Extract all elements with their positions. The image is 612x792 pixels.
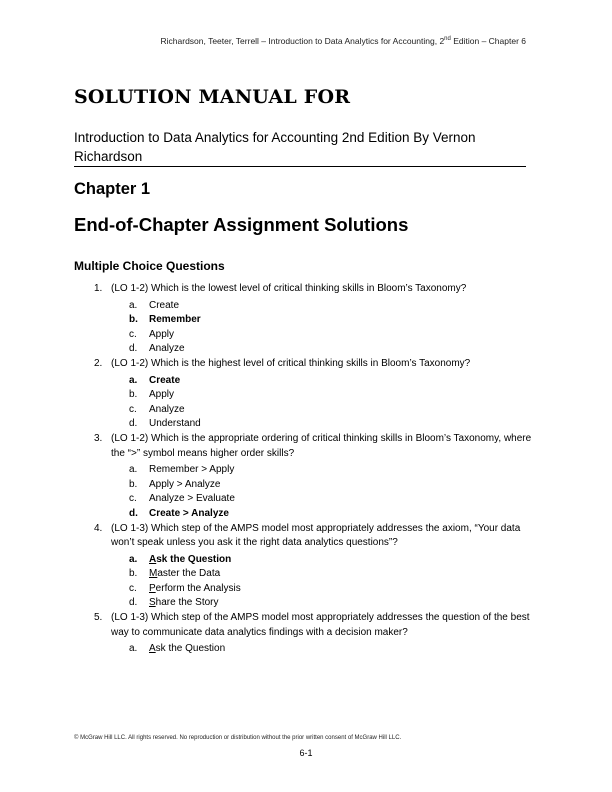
question-3 [74, 432, 534, 461]
question-5 [74, 611, 534, 640]
running-header-text: Richardson, Teeter, Terrell – Introduction to Data Analytics for Accounting, 2 [160, 36, 445, 46]
option-initial: S [149, 597, 156, 609]
running-header-superscript: nd [444, 36, 451, 43]
option-letter: c. [129, 582, 137, 594]
option-letter: a. [129, 553, 138, 565]
question-text: (LO 1-3) Which step of the AMPS model most appropriately addresses the axiom, “Your data won’t speak unless you ask it the right data analytics questions”? [111, 522, 521, 549]
option-text: Apply > Analyze [149, 478, 221, 490]
document-title: SOLUTION MANUAL FOR [74, 86, 351, 108]
question-text: (LO 1-2) Which is the lowest level of critical thinking skills in Bloom’s Taxonomy? [111, 283, 467, 294]
question-2-options [74, 374, 534, 432]
option-text: aster the Data [157, 568, 221, 580]
option-initial: A [149, 553, 157, 565]
option-a [129, 642, 534, 657]
option-text: sk the Question [155, 643, 226, 655]
option-letter: a. [129, 643, 138, 655]
option-letter: b. [129, 568, 138, 580]
option-b [129, 567, 534, 582]
option-text: erform the Analysis [155, 582, 241, 594]
option-letter: b. [129, 314, 138, 326]
question-text: (LO 1-2) Which is the highest level of critical thinking skills in Bloom’s Taxonomy? [111, 357, 471, 369]
option-d [129, 342, 534, 357]
option-text: Analyze > Evaluate [149, 493, 235, 505]
option-letter: c. [129, 328, 137, 340]
option-text: Remember [149, 314, 201, 326]
option-text: Understand [149, 418, 201, 430]
option-c [129, 492, 534, 507]
question-4 [74, 522, 534, 551]
option-letter: a. [129, 464, 138, 476]
option-letter: b. [129, 389, 138, 401]
option-a [129, 463, 534, 478]
question-text: (LO 1-3) Which step of the AMPS model most appropriately addresses the question of the best way to communicate data analytics findings with a decision maker? [111, 612, 530, 638]
question-1 [74, 282, 534, 297]
running-header-tail: Edition – Chapter 6 [450, 36, 526, 46]
book-subtitle: Introduction to Data Analytics for Accounting 2nd Edition By Vernon Richardson [74, 130, 476, 164]
option-d [129, 417, 534, 432]
question-3-options [74, 463, 534, 521]
option-b-correct-answer [129, 313, 534, 328]
option-letter: b. [129, 478, 138, 490]
multiple-choice-subheading: Multiple Choice Questions [74, 259, 225, 273]
option-text: Analyze [149, 403, 185, 415]
option-letter: d. [129, 507, 138, 519]
running-header [161, 36, 526, 46]
option-text: Create [149, 299, 180, 311]
section-title: End-of-Chapter Assignment Solutions [74, 214, 409, 235]
question-1-options [74, 299, 534, 357]
option-text: Analyze [149, 343, 185, 355]
question-2 [74, 357, 534, 372]
copyright-notice: © McGraw Hill LLC. All rights reserved. No reproduction or distribution without the prior written consent of McGraw Hill LLC. [74, 735, 402, 741]
option-initial: M [149, 568, 158, 580]
question-number: 2. [94, 357, 103, 369]
option-initial: A [149, 643, 156, 655]
option-initial: P [149, 582, 156, 594]
title-divider [74, 166, 526, 167]
option-letter: d. [129, 343, 138, 355]
question-text: (LO 1-2) Which is the appropriate ordering of critical thinking skills in Bloom’s Taxonomy, where the “>” symbol means higher order skills? [111, 432, 532, 459]
option-letter: a. [129, 374, 138, 386]
option-d [129, 596, 534, 611]
option-text: sk the Question [156, 553, 232, 565]
option-text: Apply [149, 389, 175, 401]
chapter-heading: Chapter 1 [74, 180, 151, 198]
option-letter: c. [129, 493, 137, 505]
option-text: Create > Analyze [149, 507, 229, 519]
option-letter: a. [129, 299, 138, 311]
option-text: Remember > Apply [149, 464, 235, 476]
option-text: Create [149, 374, 181, 386]
option-a [129, 299, 534, 314]
option-letter: c. [129, 403, 137, 415]
option-letter: d. [129, 418, 138, 430]
question-number: 3. [94, 432, 103, 444]
option-c [129, 582, 534, 597]
question-number: 1. [94, 283, 103, 294]
option-d-correct-answer [129, 507, 534, 522]
page-number: 6-1 [299, 748, 313, 758]
option-b [129, 478, 534, 493]
option-text: hare the Story [155, 597, 219, 609]
option-c [129, 328, 534, 343]
question-4-options [74, 553, 534, 611]
option-letter: d. [129, 597, 138, 609]
question-number: 5. [94, 612, 103, 624]
option-a-correct-answer [129, 374, 534, 389]
option-text: Apply [149, 328, 175, 340]
option-c [129, 403, 534, 418]
option-a-correct-answer [129, 553, 534, 568]
question-number: 4. [94, 522, 103, 534]
question-list [74, 282, 534, 657]
question-5-options [74, 642, 534, 657]
option-b [129, 388, 534, 403]
